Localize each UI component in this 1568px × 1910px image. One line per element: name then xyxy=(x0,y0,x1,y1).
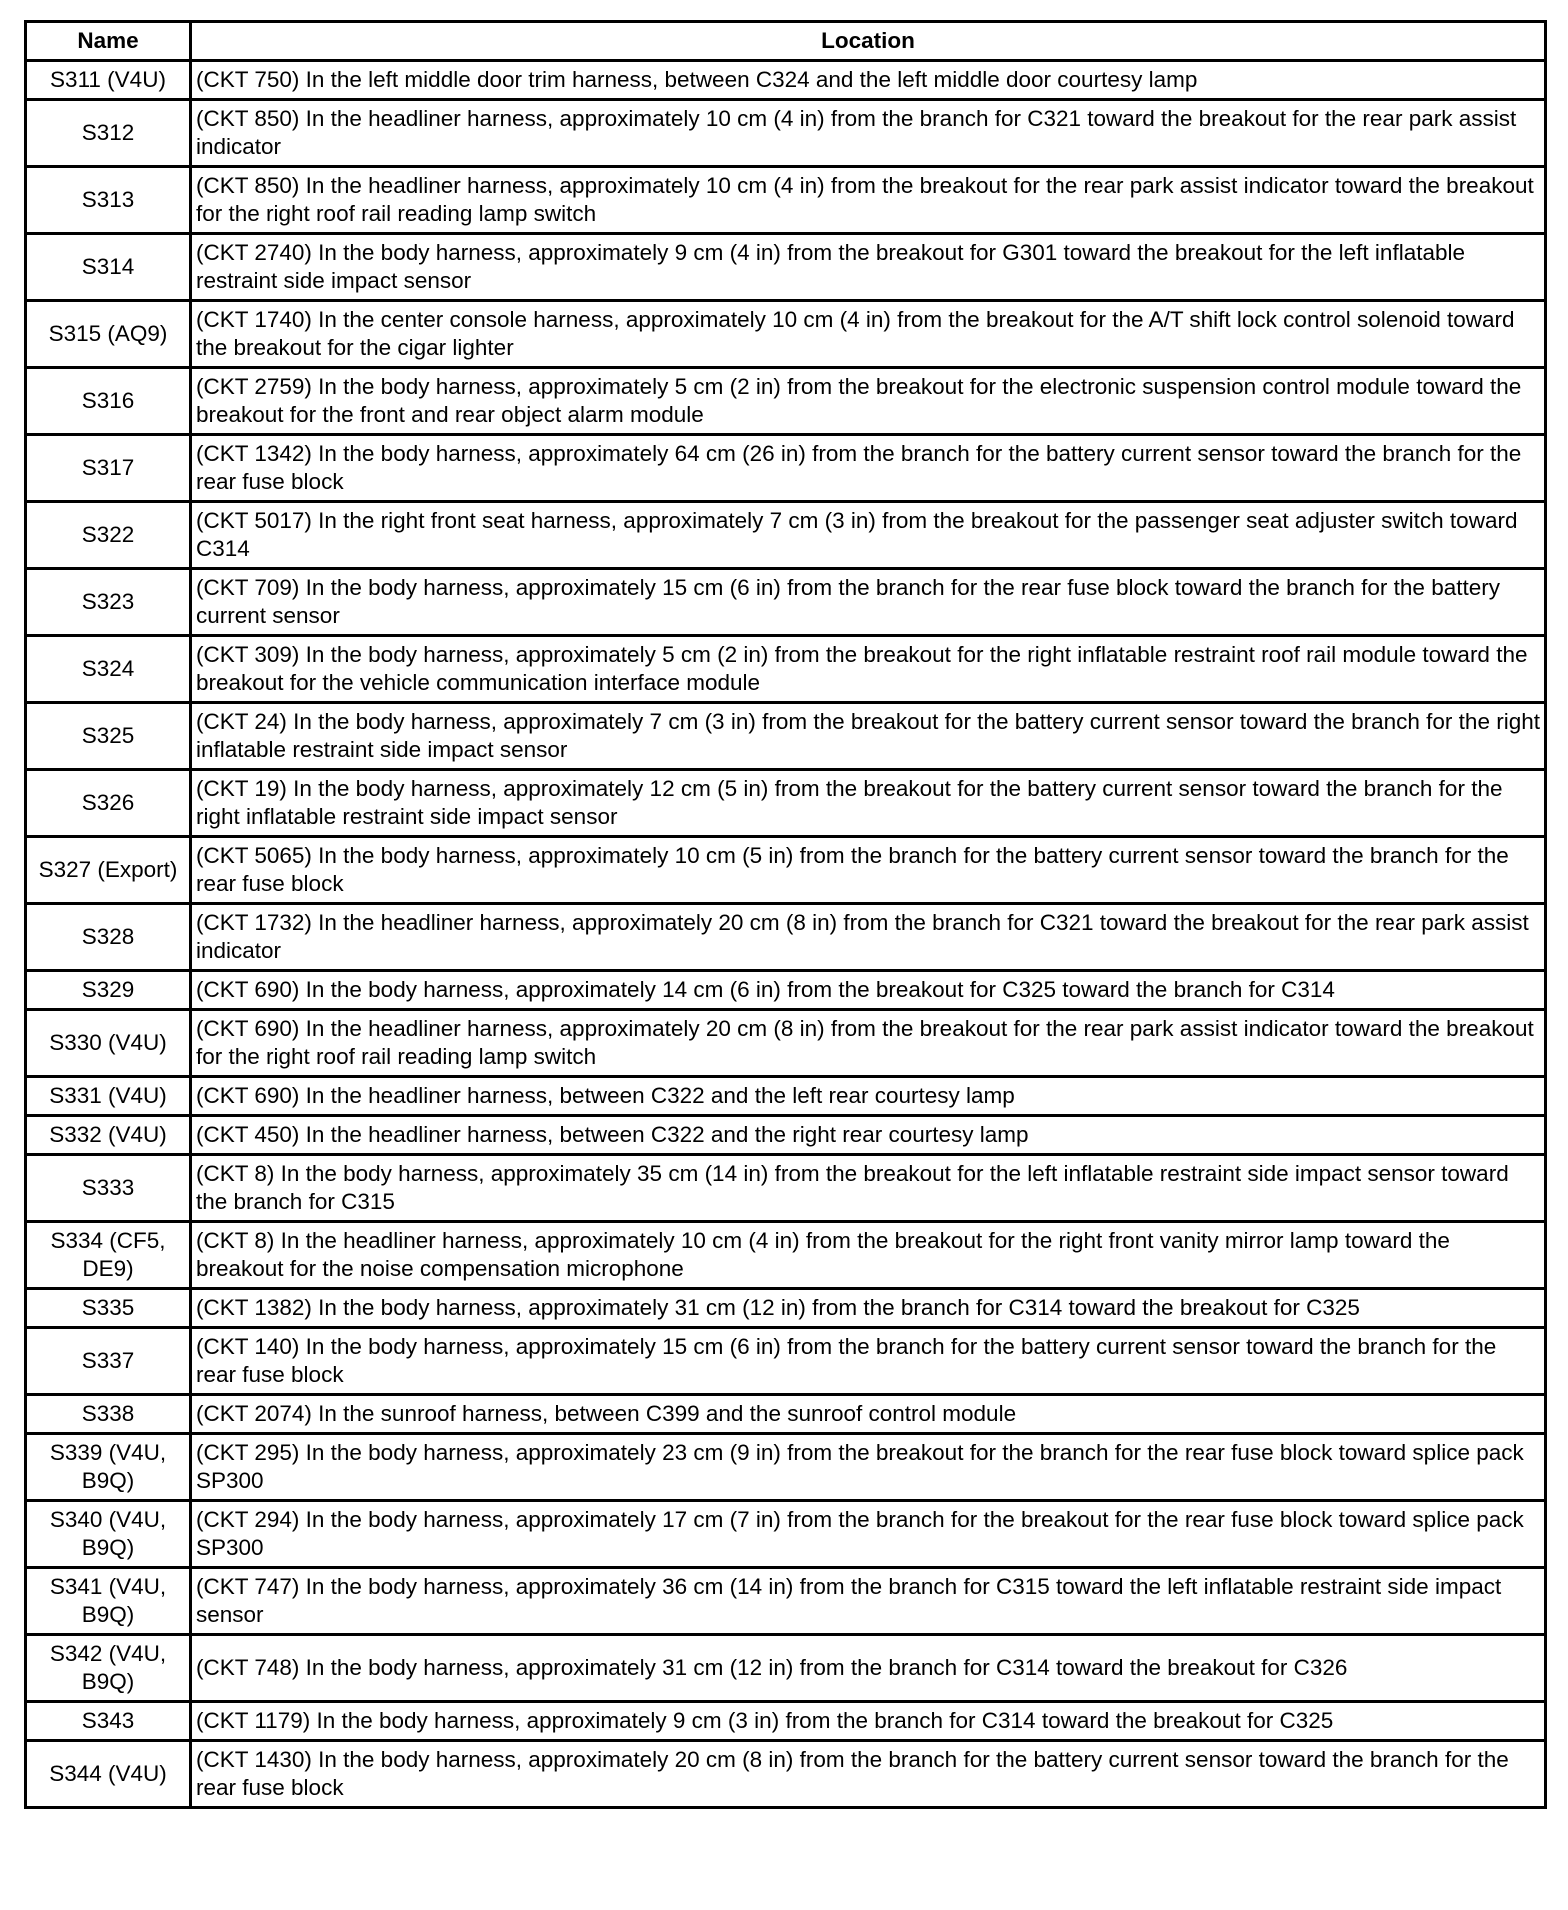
table-row xyxy=(26,1635,1546,1702)
splice-location: (CKT 690) In the headliner harness, approximately 20 cm (8 in) from the breakout for the rear park assist indicator toward the breakout for the right roof rail reading lamp switch xyxy=(191,1010,1546,1077)
splice-location: (CKT 2759) In the body harness, approximately 5 cm (2 in) from the breakout for the electronic suspension control module toward the breakout for the front and rear object alarm module xyxy=(191,368,1546,435)
splice-location: (CKT 690) In the body harness, approximately 14 cm (6 in) from the breakout for C325 toward the branch for C314 xyxy=(191,971,1546,1010)
splice-location: (CKT 1382) In the body harness, approximately 31 cm (12 in) from the branch for C314 toward the breakout for C325 xyxy=(191,1289,1546,1328)
column-header-location: Location xyxy=(191,22,1546,61)
table-row xyxy=(26,502,1546,569)
splice-name: S323 xyxy=(26,569,191,636)
splice-location: (CKT 24) In the body harness, approximately 7 cm (3 in) from the breakout for the battery current sensor toward the branch for the right inflatable restraint side impact sensor xyxy=(191,703,1546,770)
splice-name: S322 xyxy=(26,502,191,569)
splice-location: (CKT 19) In the body harness, approximately 12 cm (5 in) from the breakout for the battery current sensor toward the branch for the right inflatable restraint side impact sensor xyxy=(191,770,1546,837)
splice-location: (CKT 750) In the left middle door trim harness, between C324 and the left middle door courtesy lamp xyxy=(191,61,1546,100)
splice-location: (CKT 309) In the body harness, approximately 5 cm (2 in) from the breakout for the right inflatable restraint roof rail module toward the breakout for the vehicle communication interface module xyxy=(191,636,1546,703)
table-row xyxy=(26,368,1546,435)
splice-name: S333 xyxy=(26,1155,191,1222)
splice-name: S342 (V4U, B9Q) xyxy=(26,1635,191,1702)
table-row xyxy=(26,301,1546,368)
table-row xyxy=(26,1501,1546,1568)
splice-name: S324 xyxy=(26,636,191,703)
splice-name: S327 (Export) xyxy=(26,837,191,904)
splice-name: S313 xyxy=(26,167,191,234)
splice-name: S335 xyxy=(26,1289,191,1328)
table-row xyxy=(26,435,1546,502)
splice-location: (CKT 5065) In the body harness, approximately 10 cm (5 in) from the branch for the battery current sensor toward the branch for the rear fuse block xyxy=(191,837,1546,904)
splice-location: (CKT 294) In the body harness, approximately 17 cm (7 in) from the branch for the breakout for the rear fuse block toward splice pack SP300 xyxy=(191,1501,1546,1568)
table-row xyxy=(26,1434,1546,1501)
table-row xyxy=(26,904,1546,971)
splice-location: (CKT 8) In the body harness, approximately 35 cm (14 in) from the breakout for the left inflatable restraint side impact sensor toward the branch for C315 xyxy=(191,1155,1546,1222)
splice-location: (CKT 8) In the headliner harness, approximately 10 cm (4 in) from the breakout for the right front vanity mirror lamp toward the breakout for the noise compensation microphone xyxy=(191,1222,1546,1289)
table-row xyxy=(26,1116,1546,1155)
splice-location-table xyxy=(24,20,1547,1809)
table-row xyxy=(26,971,1546,1010)
header-row xyxy=(26,22,1546,61)
table-row xyxy=(26,1010,1546,1077)
splice-location: (CKT 140) In the body harness, approximately 15 cm (6 in) from the branch for the battery current sensor toward the branch for the rear fuse block xyxy=(191,1328,1546,1395)
splice-name: S337 xyxy=(26,1328,191,1395)
table-row xyxy=(26,1077,1546,1116)
splice-name: S330 (V4U) xyxy=(26,1010,191,1077)
table-row xyxy=(26,837,1546,904)
splice-location: (CKT 450) In the headliner harness, between C322 and the right rear courtesy lamp xyxy=(191,1116,1546,1155)
splice-name: S316 xyxy=(26,368,191,435)
splice-name: S311 (V4U) xyxy=(26,61,191,100)
splice-name: S328 xyxy=(26,904,191,971)
splice-name: S339 (V4U, B9Q) xyxy=(26,1434,191,1501)
table-row xyxy=(26,167,1546,234)
splice-location: (CKT 850) In the headliner harness, approximately 10 cm (4 in) from the branch for C321 toward the breakout for the rear park assist indicator xyxy=(191,100,1546,167)
splice-name: S314 xyxy=(26,234,191,301)
table-row xyxy=(26,1289,1546,1328)
splice-location: (CKT 1179) In the body harness, approximately 9 cm (3 in) from the branch for C314 toward the breakout for C325 xyxy=(191,1702,1546,1741)
splice-location: (CKT 2074) In the sunroof harness, between C399 and the sunroof control module xyxy=(191,1395,1546,1434)
splice-location: (CKT 5017) In the right front seat harness, approximately 7 cm (3 in) from the breakout for the passenger seat adjuster switch toward C314 xyxy=(191,502,1546,569)
table-row xyxy=(26,234,1546,301)
splice-location: (CKT 1430) In the body harness, approximately 20 cm (8 in) from the branch for the battery current sensor toward the branch for the rear fuse block xyxy=(191,1741,1546,1808)
splice-location: (CKT 748) In the body harness, approximately 31 cm (12 in) from the branch for C314 toward the breakout for C326 xyxy=(191,1635,1546,1702)
column-header-name: Name xyxy=(26,22,191,61)
splice-name: S343 xyxy=(26,1702,191,1741)
splice-name: S325 xyxy=(26,703,191,770)
table-row xyxy=(26,703,1546,770)
splice-location: (CKT 1740) In the center console harness, approximately 10 cm (4 in) from the breakout for the A/T shift lock control solenoid toward the breakout for the cigar lighter xyxy=(191,301,1546,368)
splice-location: (CKT 690) In the headliner harness, between C322 and the left rear courtesy lamp xyxy=(191,1077,1546,1116)
splice-name: S334 (CF5, DE9) xyxy=(26,1222,191,1289)
splice-name: S340 (V4U, B9Q) xyxy=(26,1501,191,1568)
table-row xyxy=(26,1741,1546,1808)
table-row xyxy=(26,1395,1546,1434)
table-row xyxy=(26,1568,1546,1635)
splice-name: S315 (AQ9) xyxy=(26,301,191,368)
splice-location: (CKT 850) In the headliner harness, approximately 10 cm (4 in) from the breakout for the rear park assist indicator toward the breakout for the right roof rail reading lamp switch xyxy=(191,167,1546,234)
table-row xyxy=(26,1702,1546,1741)
table-row xyxy=(26,100,1546,167)
splice-location: (CKT 1732) In the headliner harness, approximately 20 cm (8 in) from the branch for C321 toward the breakout for the rear park assist indicator xyxy=(191,904,1546,971)
table-row xyxy=(26,636,1546,703)
table-row xyxy=(26,569,1546,636)
table-row xyxy=(26,1155,1546,1222)
splice-location: (CKT 709) In the body harness, approximately 15 cm (6 in) from the branch for the rear fuse block toward the branch for the battery current sensor xyxy=(191,569,1546,636)
splice-name: S341 (V4U, B9Q) xyxy=(26,1568,191,1635)
splice-name: S326 xyxy=(26,770,191,837)
splice-location: (CKT 295) In the body harness, approximately 23 cm (9 in) from the breakout for the branch for the rear fuse block toward splice pack SP300 xyxy=(191,1434,1546,1501)
splice-name: S344 (V4U) xyxy=(26,1741,191,1808)
table-row xyxy=(26,770,1546,837)
splice-name: S312 xyxy=(26,100,191,167)
splice-location: (CKT 2740) In the body harness, approximately 9 cm (4 in) from the breakout for G301 toward the breakout for the left inflatable restraint side impact sensor xyxy=(191,234,1546,301)
table-row xyxy=(26,1328,1546,1395)
splice-name: S317 xyxy=(26,435,191,502)
table-row xyxy=(26,1222,1546,1289)
splice-name: S331 (V4U) xyxy=(26,1077,191,1116)
splice-name: S332 (V4U) xyxy=(26,1116,191,1155)
table-row xyxy=(26,61,1546,100)
splice-location: (CKT 1342) In the body harness, approximately 64 cm (26 in) from the branch for the battery current sensor toward the branch for the rear fuse block xyxy=(191,435,1546,502)
splice-location: (CKT 747) In the body harness, approximately 36 cm (14 in) from the branch for C315 toward the left inflatable restraint side impact sensor xyxy=(191,1568,1546,1635)
splice-name: S338 xyxy=(26,1395,191,1434)
splice-location-table-container xyxy=(24,20,1544,1809)
splice-name: S329 xyxy=(26,971,191,1010)
